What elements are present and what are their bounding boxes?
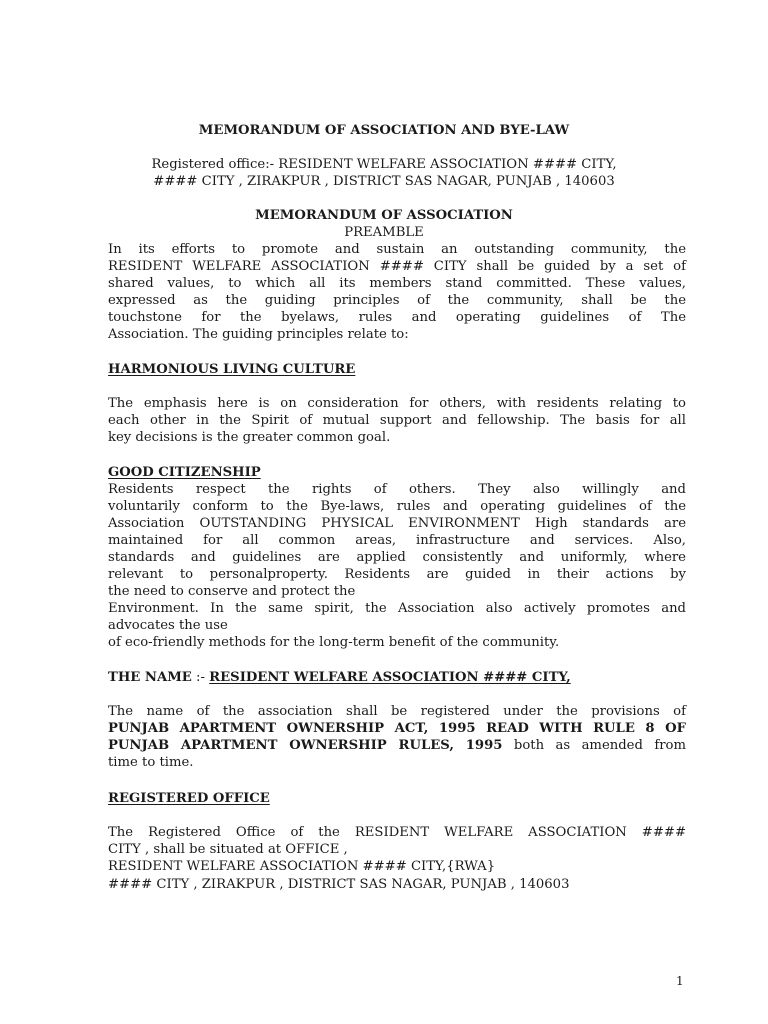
name-paragraph-line: time to time. [108,755,194,770]
preamble-line: Association. The guiding principles relate to: [108,327,409,342]
name-paragraph-line: The name of the association shall be registered under the provisions of [108,704,686,719]
name-separator: :- [191,670,210,685]
name-paragraph-line [108,737,686,754]
preamble-line: expressed as the guiding principles of the community, shall be the [108,293,686,308]
page-number: 1 [676,974,684,988]
registered-office-heading: REGISTERED OFFICE [108,791,270,806]
citizenship-line: Environment. In the same spirit, the Association also actively promotes and [108,601,686,616]
citizenship-line: Association OUTSTANDING PHYSICAL ENVIRONMENT High standards are [108,516,686,531]
name-label: THE NAME [108,670,192,685]
rules-reference: PUNJAB APARTMENT OWNERSHIP RULES, 1995 [108,738,503,753]
citizenship-line: of eco-friendly methods for the long-term benefit of the community. [108,635,560,650]
name-section-line [108,669,571,686]
registered-office-line-2: #### CITY , ZIRAKPUR , DISTRICT SAS NAGAR, PUNJAB , 140603 [153,174,615,189]
harmonious-line: key decisions is the greater common goal. [108,430,391,445]
amended-text: both as amended from [502,738,686,753]
office-line: CITY , shall be situated at OFFICE , [108,842,348,857]
harmonious-line: each other in the Spirit of mutual support and fellowship. The basis for all [108,413,686,428]
citizenship-line: voluntarily conform to the Bye-laws, rules and operating guidelines of the [108,499,686,514]
citizenship-line: standards and guidelines are applied consistently and uniformly, where [108,550,686,565]
preamble-line: shared values, to which all its members stand committed. These values, [108,276,686,291]
citizenship-line: Residents respect the rights of others. They also willingly and [108,482,686,497]
citizenship-line: advocates the use [108,618,228,633]
harmonious-line: The emphasis here is on consideration for others, with residents relating to [108,396,686,411]
preamble-line: touchstone for the byelaws, rules and operating guidelines of The [108,310,686,325]
office-line: #### CITY , ZIRAKPUR , DISTRICT SAS NAGAR, PUNJAB , 140603 [108,877,570,892]
office-line: The Registered Office of the RESIDENT WELFARE ASSOCIATION #### [108,825,686,840]
preamble-line: RESIDENT WELFARE ASSOCIATION #### CITY shall be guided by a set of [108,259,686,274]
harmonious-living-heading: HARMONIOUS LIVING CULTURE [108,362,356,377]
good-citizenship-heading: GOOD CITIZENSHIP [108,465,261,480]
memorandum-heading: MEMORANDUM OF ASSOCIATION [255,208,513,223]
preamble-heading: PREAMBLE [344,225,424,240]
association-name: RESIDENT WELFARE ASSOCIATION #### CITY, [209,670,571,685]
preamble-line: In its efforts to promote and sustain an outstanding community, the [108,242,686,257]
citizenship-line: the need to conserve and protect the [108,584,356,599]
citizenship-line: maintained for all common areas, infrastructure and services. Also, [108,533,686,548]
citizenship-line: relevant to personalproperty. Residents are guided in their actions by [108,567,686,582]
document-title: MEMORANDUM OF ASSOCIATION AND BYE-LAW [198,123,570,138]
office-line: RESIDENT WELFARE ASSOCIATION #### CITY,{RWA} [108,859,496,874]
registered-office-line-1: Registered office:- RESIDENT WELFARE ASSOCIATION #### CITY, [151,157,617,172]
act-reference: PUNJAB APARTMENT OWNERSHIP ACT, 1995 READ WITH RULE 8 OF [108,721,686,736]
